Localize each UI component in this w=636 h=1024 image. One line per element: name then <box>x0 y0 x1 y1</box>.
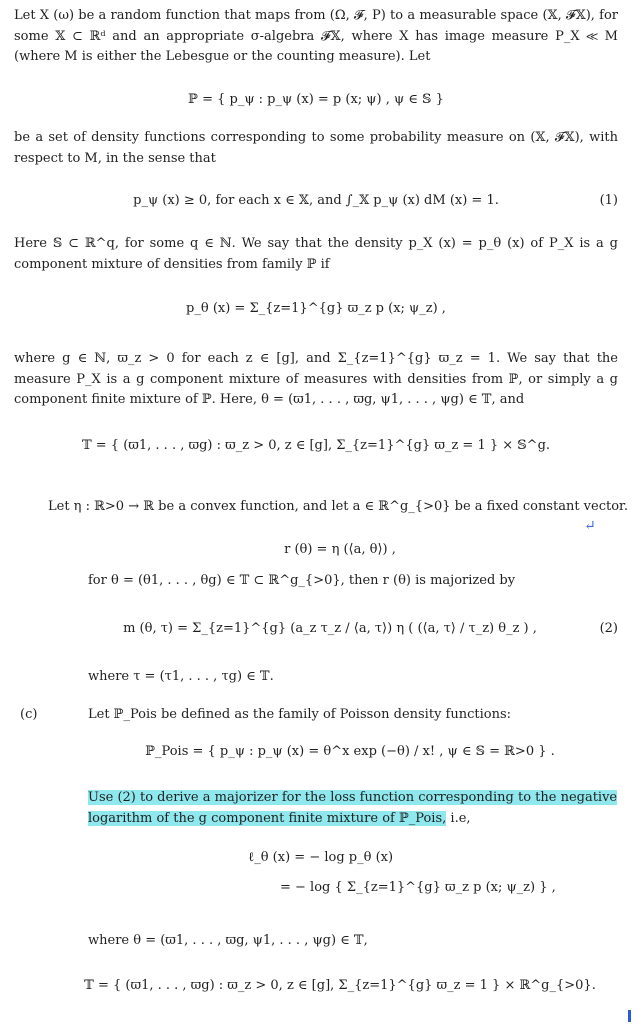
equation-r: r (θ) = η (⟨a, θ⟩) , <box>284 542 396 557</box>
paragraph-majorized: for θ = (θ1, . . . , θg) ∈ 𝕋 ⊂ ℝ^g_{>0}, then r (θ) is majorized by <box>88 573 516 588</box>
paragraph-mixture-measure: where g ∈ ℕ, ϖ_z > 0 for each z ∈ [g], and Σ_{z=1}^{g} ϖ_z = 1. We say that the measure P_X is a g component mixture of measures with densities from ℙ, or simply a g component finite mixture of ℙ. Here, θ = (ϖ1, . . . , ϖg, ψ1, . . . , ψg) ∈ 𝕋, and <box>14 351 618 408</box>
paragraph-theta: where θ = (ϖ1, . . . , ϖg, ψ1, . . . , ψg) ∈ 𝕋, <box>88 933 368 948</box>
equation-loss-line1: ℓ_θ (x) = − log p_θ (x) <box>248 850 394 865</box>
equation-2 <box>60 619 600 640</box>
equation-mixture: p_θ (x) = Σ_{z=1}^{g} ϖ_z p (x; ψ_z) , <box>186 301 446 316</box>
paragraph-poisson-def: Let ℙ_Pois be defined as the family of Poisson density functions: <box>88 707 512 722</box>
equation-poisson-family: ℙ_Pois = { p_ψ : p_ψ (x) = θ^x exp (−θ) / x! , ψ ∈ 𝕊 = ℝ>0 } . <box>145 744 555 759</box>
equation-1-number: (1) <box>599 193 618 208</box>
paragraph-mixture-def: Here 𝕊 ⊂ ℝ^q, for some q ∈ ℕ. We say that the density p_X (x) = p_θ (x) of P_X is a g component mixture of densities from family ℙ if <box>14 236 618 272</box>
paragraph-task <box>88 788 618 829</box>
paragraph-convex-function: Let η : ℝ>0 → ℝ be a convex function, and let a ∈ ℝ^g_{>0} be a fixed constant vector. <box>48 499 628 514</box>
paragraph-intro: Let X (ω) be a random function that maps from (Ω, 𝓕, P) to a measurable space (𝕏, 𝓕𝕏), for some 𝕏 ⊂ ℝᵈ and an appropriate σ-algebra 𝓕𝕏, where X has image measure P_X ≪ M (where M is either the Lebesgue or the counting measure). Let <box>14 8 618 65</box>
task-suffix: i.e, <box>446 810 471 826</box>
equation-loss-line2: = − log { Σ_{z=1}^{g} ϖ_z p (x; ψ_z) } , <box>280 880 556 895</box>
paragraph-tau: where τ = (τ1, . . . , τg) ∈ 𝕋. <box>88 669 274 684</box>
item-label-c: (c) <box>20 707 38 722</box>
equation-1 <box>14 191 618 212</box>
return-arrow-icon: ↵ <box>584 518 596 534</box>
equation-1-body: p_ψ (x) ≥ 0, for each x ∈ 𝕏, and ∫_𝕏 p_ψ (x) dM (x) = 1. <box>133 193 499 208</box>
equation-2-body: m (θ, τ) = Σ_{z=1}^{g} (a_z τ_z / ⟨a, τ⟩) η ( (⟨a, τ⟩ / τ_z) θ_z ) , <box>123 621 537 636</box>
equation-family-P: ℙ = { p_ψ : p_ψ (x) = p (x; ψ) , ψ ∈ 𝕊 } <box>188 92 444 107</box>
equation-2-number: (2) <box>599 621 618 636</box>
paragraph-density-set: be a set of density functions corresponding to some probability measure on (𝕏, 𝓕𝕏), with respect to M, in the sense that <box>14 130 618 166</box>
equation-T-set: 𝕋 = { (ϖ1, . . . , ϖg) : ϖ_z > 0, z ∈ [g], Σ_{z=1}^{g} ϖ_z = 1 } × 𝕊^g. <box>81 438 551 453</box>
equation-T-set-2: 𝕋 = { (ϖ1, . . . , ϖg) : ϖ_z > 0, z ∈ [g], Σ_{z=1}^{g} ϖ_z = 1 } × ℝ^g_{>0}. <box>84 978 596 993</box>
highlighted-instruction: Use (2) to derive a majorizer for the loss function corresponding to the negative logarithm of the g component finite mixture of ℙ_Pois, <box>88 790 618 826</box>
text-cursor <box>628 1010 631 1022</box>
